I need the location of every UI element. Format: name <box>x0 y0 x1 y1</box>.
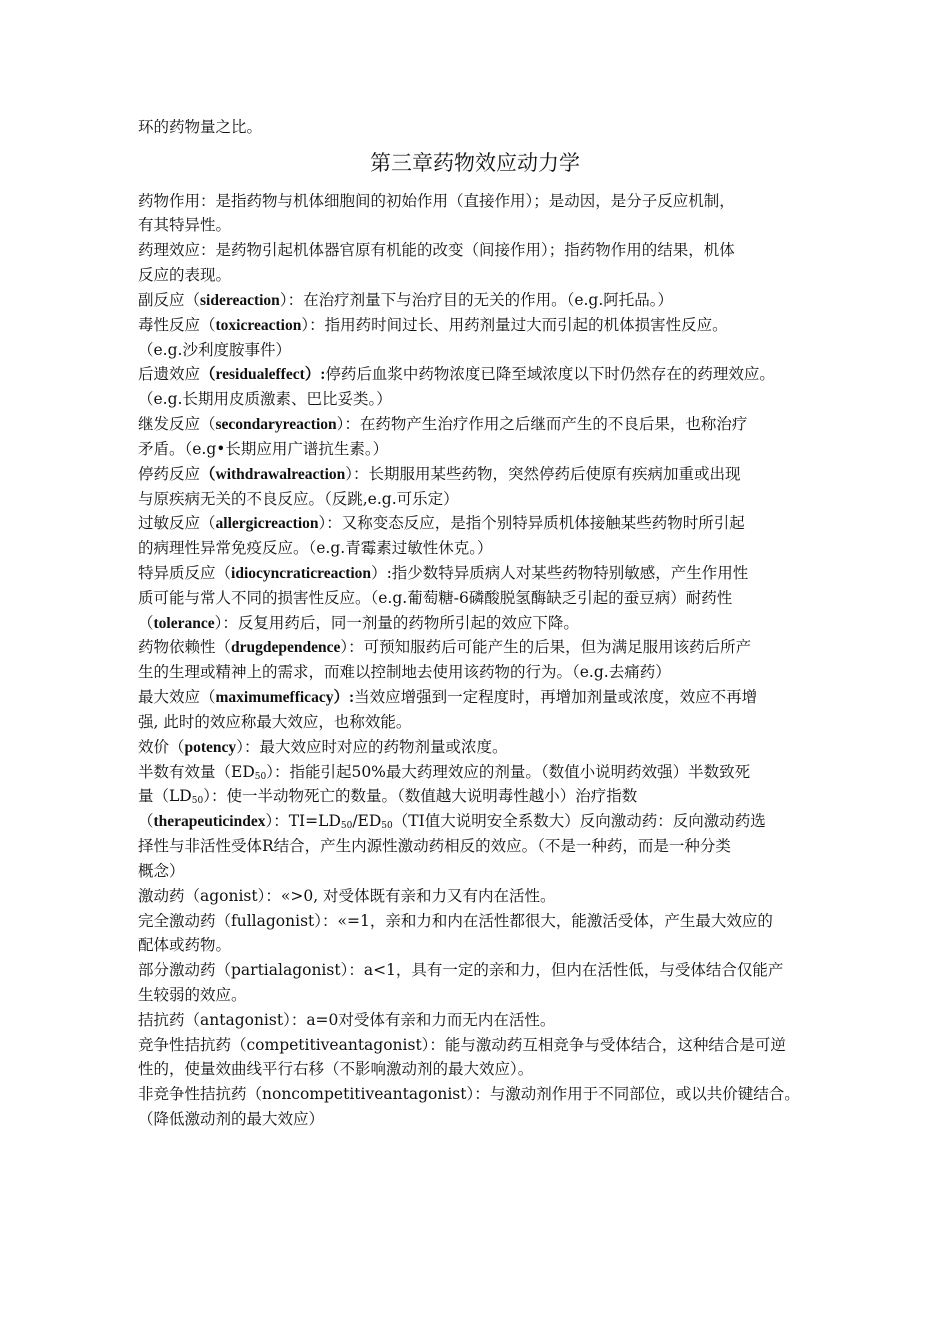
text-line: 性的，使量效曲线平行右移（不影响激动剂的最大效应）。 <box>138 1060 534 1078</box>
text-line: 择性与非活性受体R结合，产生内源性激动药相反的效应。（不是一种药，而是一种分类 <box>138 837 731 855</box>
text-line: 非竞争性拮抗药（noncompetitiveantagonist）：与激动剂作用于不同部位，或以共价键结合。 <box>138 1085 800 1103</box>
text-line: 生的生理或精神上的需求，而难以控制地去使用该药物的行为。（e.g.去痛药） <box>138 663 671 681</box>
text-line: （tolerance）：反复用药后，同一剂量的药物所引起的效应下降。 <box>138 614 579 632</box>
text-line: 继发反应（secondaryreaction）：在药物产生治疗作用之后继而产生的不良后果，也称治疗 <box>138 415 748 433</box>
chapter-title: 第三章药物效应动力学 <box>370 151 580 175</box>
text-line: 激动药（agonist）：«>0, 对受体既有亲和力又有内在活性。 <box>138 887 556 905</box>
text-line: （e.g.长期用皮质激素、巴比妥类。） <box>138 390 392 408</box>
text-line: 毒性反应（toxicreaction）：指用药时间过长、用药剂量过大而引起的机体损害性反应。 <box>138 316 728 334</box>
text-line: 药物作用：是指药物与机体细胞间的初始作用（直接作用）；是动因，是分子反应机制， <box>138 192 735 210</box>
text-line: 完全激动药（fullagonist）：«=1，亲和力和内在活性都很大，能激活受体，产生最大效应的 <box>138 912 773 930</box>
text-line: 配体或药物。 <box>138 936 232 954</box>
text-line: 特异质反应（idiocyncraticreaction）:指少数特异质病人对某些药物特别敏感，产生作用性 <box>138 564 749 582</box>
text-line: 有其特异性。 <box>138 216 232 234</box>
text-line: 部分激动药（partialagonist）：a<1，具有一定的亲和力，但内在活性低，与受体结合仅能产 <box>138 961 784 979</box>
text-line: 药理效应：是药物引起机体器官原有机能的改变（间接作用）；指药物作用的结果，机体 <box>138 241 735 259</box>
text-line: 反应的表现。 <box>138 266 232 284</box>
text-line: 环的药物量之比。 <box>138 118 263 136</box>
text-line: （therapeuticindex）：$TI=LD_{50}/ED_{50}(TI$值大说明安全系数大）反向激动药：反向激动药选 <box>138 812 766 831</box>
text-line: 量$(LD_{50})$：使一半动物死亡的数量。（数值越大说明毒性越小）治疗指数 <box>138 787 638 806</box>
text-line: 效价（potency）：最大效应时对应的药物剂量或浓度。 <box>138 738 508 756</box>
text-line: 拮抗药（antagonist）：a=0对受体有亲和力而无内在活性。 <box>138 1011 556 1029</box>
text-line: 的病理性异常免疫反应。（e.g.青霉素过敏性休克。） <box>138 539 493 557</box>
text-line: 强, 此时的效应称最大效应，也称效能。 <box>138 713 412 731</box>
text-line: （降低激动剂的最大效应） <box>138 1110 325 1128</box>
text-line: 概念） <box>138 862 185 880</box>
text-line: 副反应（sidereaction）：在治疗剂量下与治疗目的无关的作用。（e.g.阿托品。） <box>138 291 674 309</box>
text-line: 半数有效量$(ED_{50})$：指能引起50%最大药理效应的剂量。（数值小说明药效强）半数致死 <box>138 763 751 782</box>
text-line: 质可能与常人不同的损害性反应。（e.g.葡萄糖-6磷酸脱氢酶缺乏引起的蚕豆病）耐药性 <box>138 589 733 607</box>
text-line: 矛盾。（e.g•长期应用广谱抗生素。） <box>138 440 389 458</box>
text-line: 后遗效应（residualeffect）:停药后血浆中药物浓度已降至域浓度以下时仍然存在的药理效应。 <box>138 365 775 383</box>
text-line: 竞争性拮抗药（competitiveantagonist）：能与激动药互相竞争与受体结合，这种结合是可逆 <box>138 1036 786 1054</box>
text-line: 停药反应（withdrawalreaction）：长期服用某些药物，突然停药后使原有疾病加重或出现 <box>138 465 741 483</box>
text-line: 生较弱的效应。 <box>138 986 247 1004</box>
text-line: 药物依赖性（drugdependence）：可预知服药后可能产生的后果，但为满足服用该药后所产 <box>138 638 752 656</box>
text-line: 最大效应（maximumefficacy）:当效应增强到一定程度时，再增加剂量或浓度，效应不再增 <box>138 688 758 706</box>
text-line: 过敏反应（allergicreaction）：又称变态反应，是指个别特异质机体接触某些药物时所引起 <box>138 514 745 532</box>
text-line: （e.g.沙利度胺事件） <box>138 341 291 359</box>
text-line: 与原疾病无关的不良反应。（反跳,e.g.可乐定） <box>138 490 459 508</box>
